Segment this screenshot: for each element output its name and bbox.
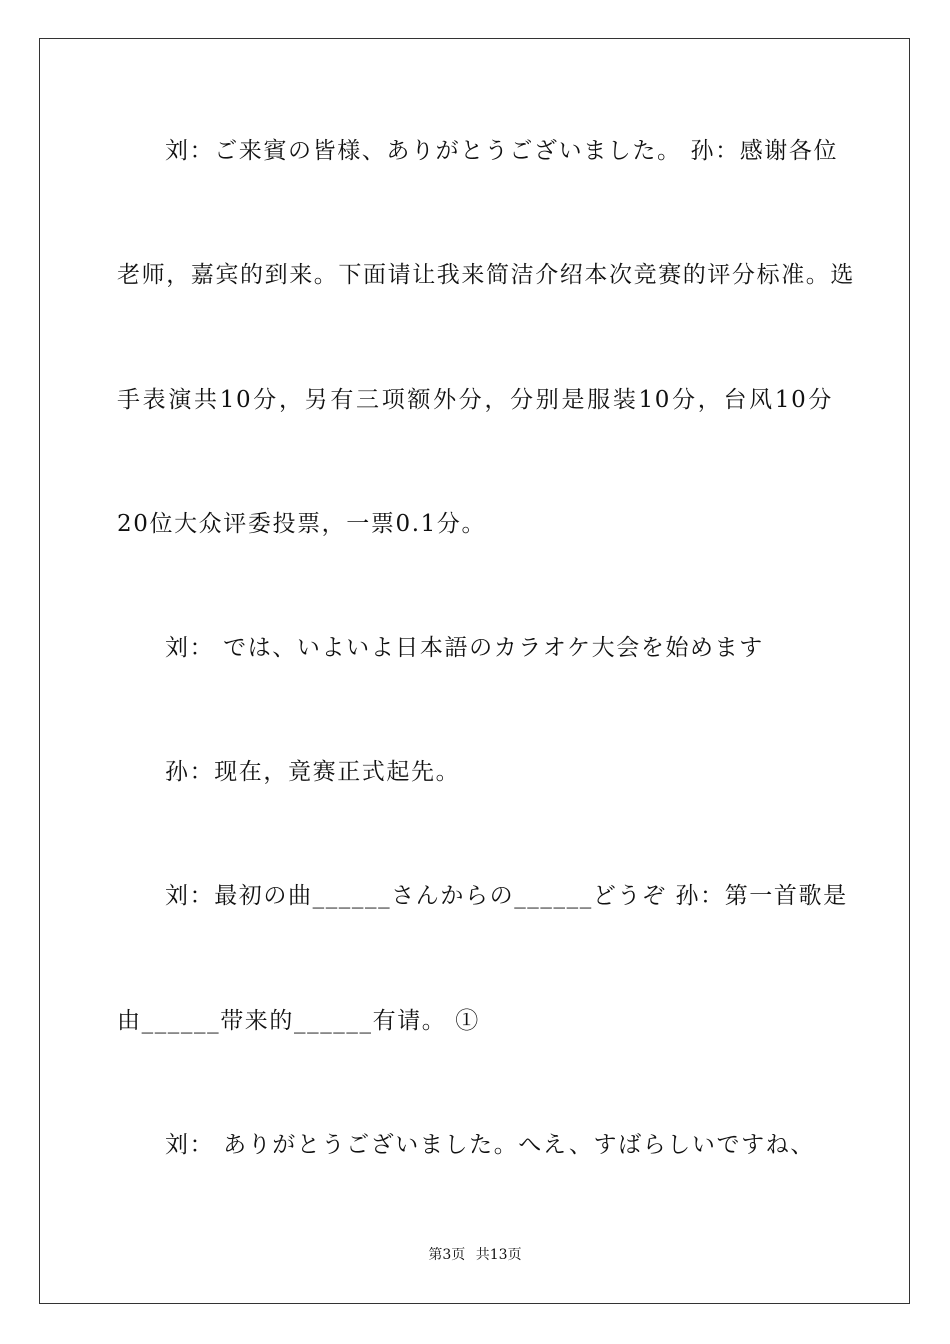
- text-line-5: 刘： では、いよいよ日本語のカラオケ大会を始めます: [165, 635, 764, 661]
- page-footer: [0, 1246, 950, 1264]
- page-number: 第3页: [428, 1247, 466, 1263]
- text-line-6: 孙：现在，竟赛正式起先。: [165, 759, 461, 785]
- text-line-8: 由______带来的______有请。 ①: [117, 1008, 480, 1034]
- text-line-4: 20位大众评委投票，一票0.1分。: [117, 511, 487, 537]
- text-line-7: 刘：最初の曲______さんからの______どうぞ 孙：第一首歌是: [165, 883, 848, 909]
- text-line-3: 手表演共10分，另有三项额外分，分别是服装10分，台风10分: [117, 387, 833, 413]
- text-line-9: 刘： ありがとうございました。へえ、すばらしいですね、: [165, 1132, 815, 1158]
- page-total: 共13页: [475, 1247, 522, 1263]
- text-line-2: 老师，嘉宾的到来。下面请让我来简洁介绍本次竞赛的评分标准。选: [117, 262, 855, 288]
- page-border: [39, 38, 910, 1304]
- text-line-1: 刘：ご来賓の皆様、ありがとうございました。 孙：感谢各位: [165, 138, 839, 164]
